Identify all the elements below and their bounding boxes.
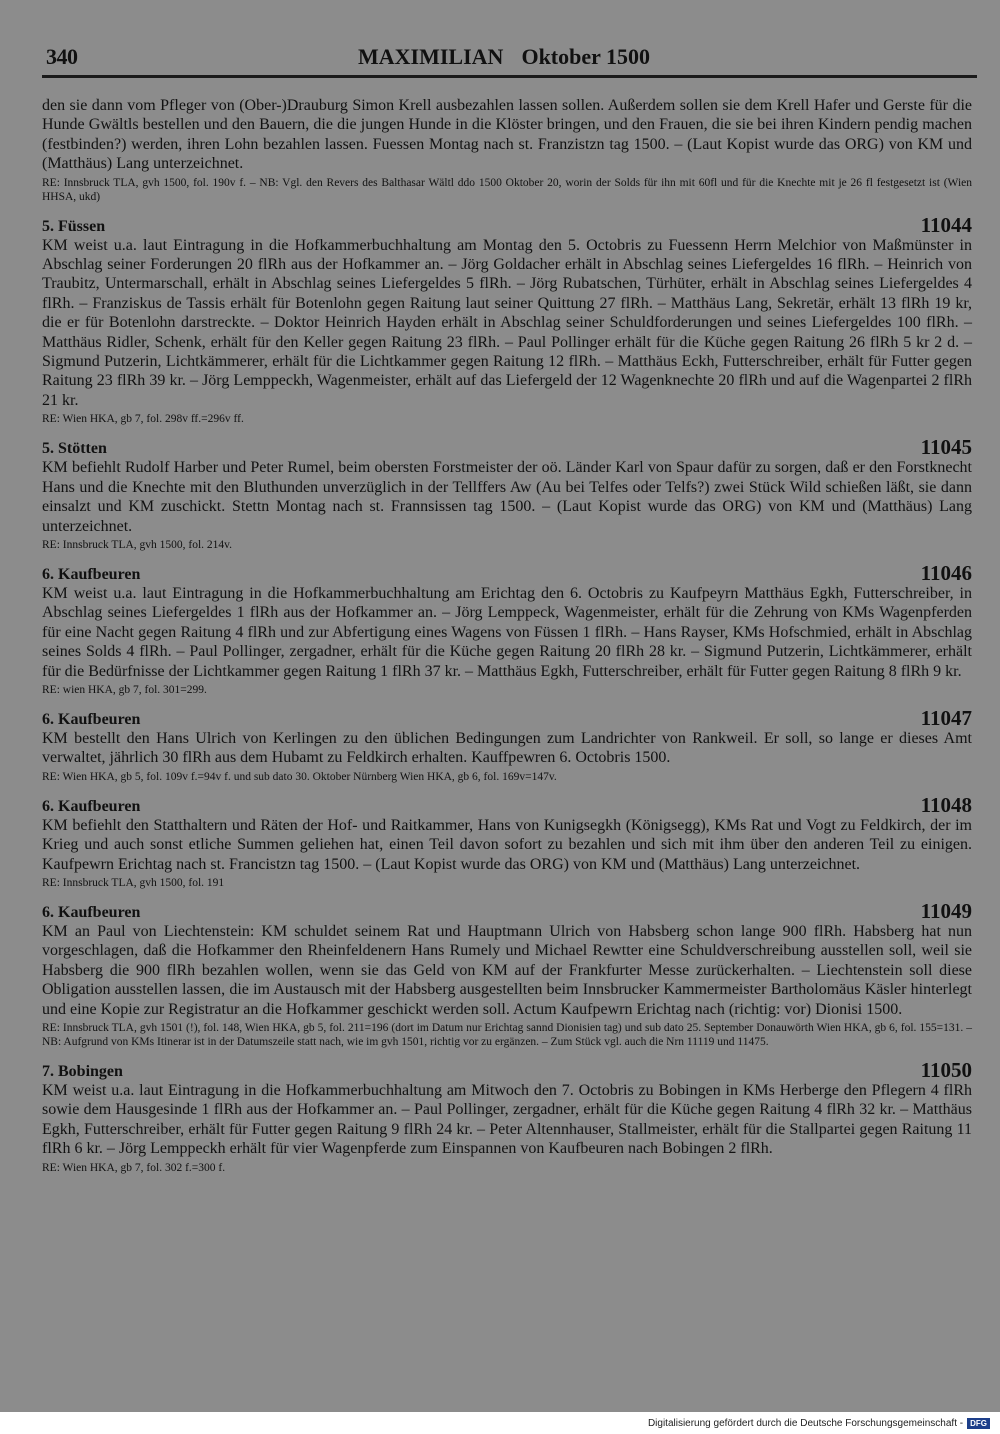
entry-11047 [42, 707, 972, 784]
entry-place: 6. Kaufbeuren [42, 797, 141, 815]
entry-place: 5. Stötten [42, 440, 107, 458]
entry-reference: RE: Wien HKA, gb 7, fol. 298v ff.=296v ff. [42, 413, 244, 426]
intro-continuation [42, 96, 972, 204]
entry-text: KM weist u.a. laut Eintragung in die Hofkammerbuchhaltung am Erichtag den 6. Octobris zu Kaufpeyrn Matthäus Egkh, Futterschreiber, in Abschlag seines Liefergeldes 1 flRh aus der Hofkammer an. – Jörg Lemppeck, Wagenmeister, erhält für die Zehrung von KMs Wagenpferden für eine Nacht gegen Raitung 4 flRh und zur Abfertigung eines Wagens von Füssen 1 flRh. – Hans Rayser, KMs Hofschmied, erhält in Abschlag seines Solds 4 flRh. – Paul Pollinger, zergadner, erhält für die Küche gegen Raitung 20 flRh 28 kr. – Sigmund Putzerin, Lichtkämmerer, erhält für die Bedürfnisse der Lichtkammer gegen Raitung 1 flRh 37 kr. – Matthäus Egkh, Futterschreiber, erhält für Futter gegen Raitung 8 flRh 9 kr. [42, 584, 972, 680]
running-title-name: MAXIMILIAN [358, 44, 504, 69]
entry-reference: RE: Wien HKA, gb 5, fol. 109v f.=94v f. und sub dato 30. Oktober Nürnberg Wien HKA, gb 6, fol. 169v=147v. [42, 770, 557, 783]
entry-number: 11044 [920, 212, 972, 237]
entry-number: 11047 [920, 705, 972, 730]
entry-heading [42, 1059, 972, 1081]
entry-reference: RE: Innsbruck TLA, gvh 1500, fol. 214v. [42, 538, 233, 551]
entry-11048 [42, 794, 972, 890]
entry-place: 6. Kaufbeuren [42, 903, 141, 921]
dfg-logo: DFG [967, 1418, 990, 1429]
entry-heading [42, 436, 972, 458]
entry-reference: RE: wien HKA, gb 7, fol. 301=299. [42, 683, 207, 696]
entry-heading [42, 707, 972, 729]
entry-text: KM befiehlt Rudolf Harber und Peter Rumel, beim obersten Forstmeister der oö. Länder Karl von Spaur dafür zu sorgen, daß er den Forstknecht Hans und die Knechte mit den Bluthunden unverzüglich in der Tellffers Aw (Au bei Telfes oder Telfs?) zwei Stück Wild schießen läßt, sie dann einsalzt und KM zuschickt. Stettn Montag nach st. Frannsissen tag 1500. – (Laut Kopist wurde das ORG) von KM und (Matthäus) Lang unterzeichnet. [42, 459, 972, 535]
entry-text: KM bestellt den Hans Ulrich von Kerlingen zu den üblichen Bedingungen zum Landrichter von Rankweil. Er soll, so lange er dieses Amt verwaltet, jährlich 30 flRh aus dem Hubamt zu Feldkirch erhalten. Kauffpewren 6. Octobris 1500. [42, 729, 972, 767]
entry-text: KM weist u.a. laut Eintragung in die Hofkammerbuchhaltung am Mitwoch den 7. Octobris zu Bobingen in KMs Herberge den Pflegern 4 flRh sowie dem Hausgesinde 1 flRh aus der Hofkammer an. – Paul Pollinger, zergadner, erhält für die Küche gegen Raitung 4 flRh 32 kr. – Matthäus Egkh, Futterschreiber, erhält für Futter gegen Raitung 9 flRh 24 kr. – Peter Altennhauser, Stallmeister, erhält für die Stallpartei gegen Raitung 11 flRh 6 kr. – Jörg Lemppeckh erhält für vier Wagenpferde zum Einspannen von Kaufbeuren nach Bobingen 2 flRh. [42, 1082, 972, 1158]
running-title-date: Oktober 1500 [521, 44, 650, 69]
entry-reference: RE: Innsbruck TLA, gvh 1500, fol. 191 [42, 876, 225, 889]
footer-text: Digitalisierung gefördert durch die Deutsche Forschungsgemeinschaft - [647, 1418, 964, 1430]
entry-11049 [42, 900, 972, 1049]
entry-text: KM befiehlt den Statthaltern und Räten der Hof- und Raitkammer, Hans von Kunigsegkh (Königsegg), KMs Rat und Vogt zu Feldkirch, der im Krieg und auch sonst etliche Summen geliehen hat, einen Teil davon sofort zu bezahlen und sich mit ihm über den anderen Teil zu einigen. Kaufpewrn Erichtag nach st. Francistzn tag 1500. – (Laut Kopist wurde das ORG) von KM und (Matthäus) Lang unterzeichnet. [42, 816, 972, 873]
entry-place: 5. Füssen [42, 217, 106, 235]
intro-text: den sie dann vom Pfleger von (Ober-)Drauburg Simon Krell ausbezahlen lassen sollen. Außerdem sollen sie dem Krell Hafer und Gerste für die Hunde Gwältls bestellen und den Bauern, die die jungen Hunde in die Klöster bringen, und den Frauen, die sie bei ihren Kindern pendig machen (festbinden?) werden, ihren Lohn bezahlen lassen. Fuessen Montag nach st. Franzistzn tag 1500. – (Laut Kopist wurde das ORG) von KM und (Matthäus) Lang unterzeichnet. [42, 97, 972, 173]
entry-text: KM an Paul von Liechtenstein: KM schuldet seinem Rat und Hauptmann Ulrich von Habsberg schon lange 900 flRh. Habsberg hat nun vorgeschlagen, daß die Hofkammer den Rheinfeldenern Hans Rumely und Michael Rewtter eine Schuldverschreibung ausstellen soll, weil sie Habsberg die 900 flRh bezahlen wollen, wenn sie das Geld von KM auf der Frankfurter Messe zurückerhalten. – Liechtenstein soll diese Obligation ausstellen lassen, die im Austausch mit der Habsberg ausgestellten beim Innsbrucker Kammermeister Bartholomäus Käsler hinterlegt und eine Kopie zur Registratur an die Hofkammer geschickt werden soll. Actum Kaufpewrn Erichtag nach (richtig: vor) Dionisi 1500. [42, 922, 972, 1018]
entry-reference: RE: Wien HKA, gb 7, fol. 302 f.=300 f. [42, 1161, 226, 1174]
entry-heading [42, 794, 972, 816]
entry-heading [42, 214, 972, 236]
entry-place: 6. Kaufbeuren [42, 710, 141, 728]
entry-heading [42, 562, 972, 584]
entry-11045 [42, 436, 972, 552]
digitization-footer [648, 1418, 990, 1429]
entry-reference: RE: Innsbruck TLA, gvh 1501 (!), fol. 148, Wien HKA, gb 5, fol. 211=196 (dort im Datum nur Erichtag sannd Dionisien tag) und sub dato 25. September Donauwörth Wien HKA, gb 6, fol. 155=131. – NB: Aufgrund von KMs Itinerar ist in der Datumszeile statt nach, wie im gvh 1501, richtig vor zu ergänzen. – Zum Stück vgl. auch die Nrn 11119 und 11475. [42, 1022, 972, 1048]
entry-place: 6. Kaufbeuren [42, 565, 141, 583]
entry-11044 [42, 214, 972, 427]
entry-number: 11048 [920, 792, 972, 817]
entry-number: 11045 [920, 435, 972, 460]
entry-place: 7. Bobingen [42, 1063, 123, 1080]
entry-heading [42, 900, 972, 922]
entry-number: 11046 [920, 560, 972, 585]
entry-number: 11050 [920, 1058, 972, 1082]
entry-text: KM weist u.a. laut Eintragung in die Hofkammerbuchhaltung am Montag den 5. Octobris zu Fuessenn Herrn Melchior von Maßmünster in Abschlag seiner Forderungen 20 flRh aus der Hofkammer an. – Jörg Goldacher erhält in Abschlag seines Liefergeldes 16 flRh. – Heinrich von Traubitz, Untermarschall, erhält in Abschlag seines Liefergeldes 5 flRh. – Jörg Rubatschen, Türhüter, erhält in Abschlag seines Liefergeldes 4 flRh. – Franziskus de Tassis erhält für Botenlohn gegen Raitung laut seiner Quittung 27 flRh. – Matthäus Lang, Sekretär, erhält 13 flRh 19 kr, die er für Botenlohn darstreckte. – Doktor Heinrich Hayden erhält in Abschlag seiner Schuldforderungen und seines Liefergeldes 100 flRh. – Matthäus Ridler, Schenk, erhält für den Keller gegen Raitung 23 flRh. – Paul Pollinger erhält für die Küche gegen Raitung 26 flRh 5 kr 2 d. – Sigmund Putzerin, Lichtkämmerer, erhält für die Lichtkammer gegen Raitung 12 flRh. – Matthäus Eckh, Futterschreiber, erhält für Futter gegen Raitung 23 flRh 39 kr. – Jörg Lemppeckh, Wagenmeister, erhält auf das Liefergeld der 12 Wagenknechte 20 flRh und auf die Wagenpartei 2 flRh 21 kr. [42, 236, 972, 409]
entry-11050 [42, 1059, 972, 1175]
header-rule [42, 75, 977, 78]
running-title [358, 44, 650, 70]
entry-number: 11049 [920, 898, 972, 923]
intro-reference: RE: Innsbruck TLA, gvh 1500, fol. 190v f. – NB: Vgl. den Revers des Balthasar Wältl ddo 1500 Oktober 20, worin der Solds für ihn mit 60fl und für die Knechte mit je 26 fl festgesetzt ist (Wien HHSA, ukd) [42, 176, 972, 203]
entry-11046 [42, 562, 972, 697]
running-header [42, 44, 977, 74]
document-body [42, 96, 972, 1175]
page-number: 340 [46, 44, 78, 69]
